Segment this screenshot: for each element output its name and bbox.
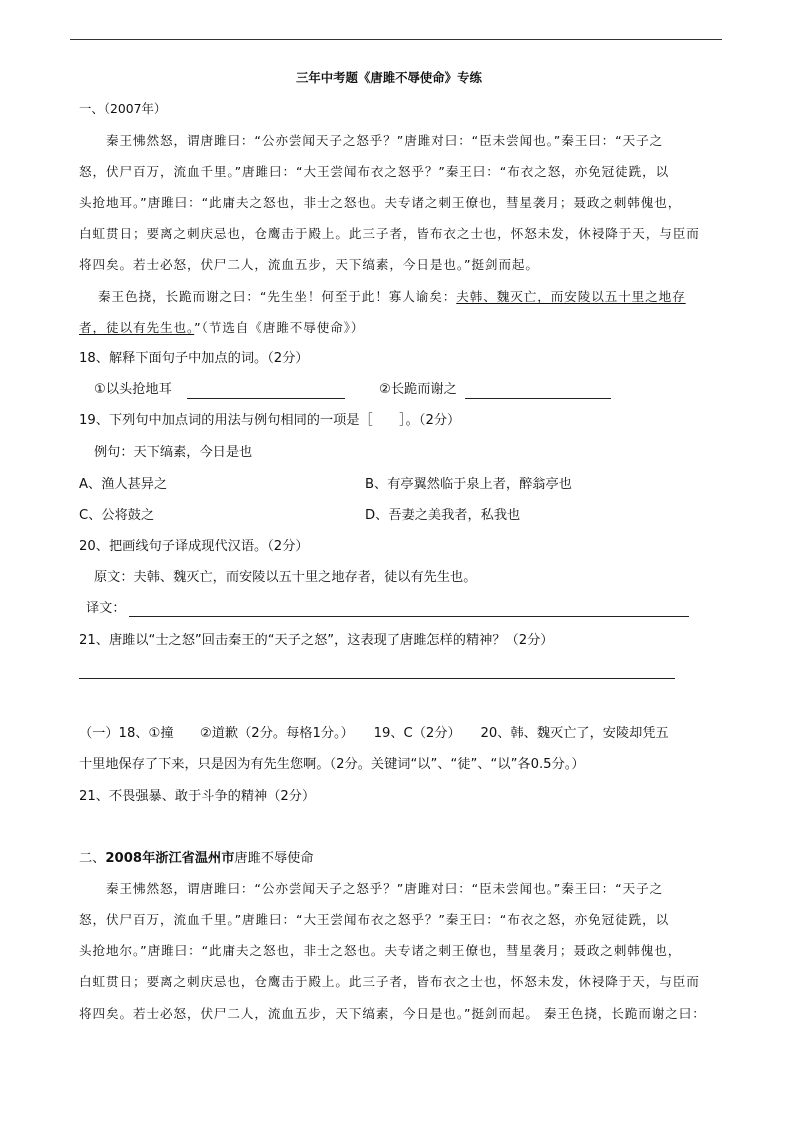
passage-2-line-2: 怒，伏尸百万，流血千里。”唐雎曰：“大王尝闻布衣之怒乎？”秦王曰：“布衣之怒，亦免冠徒跣，以 xyxy=(79,912,670,927)
question-19-option-b: B、有亭翼然临于泉上者，醉翁亭也 xyxy=(365,477,572,492)
underlined-sentence-part-2: 者，徒以有先生也。 xyxy=(79,320,195,335)
answer-key-line-3: 21、不畏强暴、敢于斗争的精神（2分） xyxy=(79,789,316,804)
question-18-item-b: ②长跪而谢之 xyxy=(379,382,457,397)
page-title: 三年中考题《唐雎不辱使命》专练 xyxy=(296,70,482,85)
underlined-sentence-part-1: 夫韩、魏灭亡，而安陵以五十里之地存 xyxy=(456,289,686,304)
question-20-original: 原文：夫韩、魏灭亡，而安陵以五十里之地存者，徒以有先生也。 xyxy=(94,570,477,585)
question-19-option-a: A、渔人甚异之 xyxy=(79,477,168,492)
question-18-item-a: ①以头抢地耳 xyxy=(94,382,172,397)
question-21-answer-line[interactable] xyxy=(79,678,675,679)
question-20-translation-label: 译文： xyxy=(86,601,126,616)
section-2-title: 唐雎不辱使命 xyxy=(234,851,314,866)
question-19-option-c: C、公将鼓之 xyxy=(79,508,155,523)
passage-2-line-1: 秦王怫然怒，谓唐雎曰：“公亦尝闻天子之怒乎？”唐雎对曰：“臣未尝闻也。”秦王曰：“天子之 xyxy=(106,881,664,896)
passage-1-line-2: 怒，伏尸百万，流血千里。”唐雎曰：“大王尝闻布衣之怒乎？”秦王曰：“布衣之怒，亦免冠徒跣，以 xyxy=(79,164,670,179)
answer-key-line-2: 十里地保存了下来，只是因为有先生您啊。（2分。关键词“以”、“徒”、“以”各0.5分。） xyxy=(79,757,585,772)
question-19-option-d: D、吾妻之美我者，私我也 xyxy=(365,508,521,523)
passage-2-line-3: 头抢地尔。”唐雎曰：“此庸夫之怒也，非士之怒也。夫专诸之刺王僚也，彗星袭月；聂政之刺韩傀也， xyxy=(79,943,682,958)
passage-1-line-3: 头抢地耳。”唐雎曰：“此庸夫之怒也，非士之怒也。夫专诸之刺王僚也，彗星袭月；聂政之刺韩傀也， xyxy=(79,195,682,210)
question-20-answer-line[interactable] xyxy=(129,616,689,617)
passage-1-line-6-text: 秦王色挠，长跪而谢之曰：“先生坐！何至于此！寡人谕矣： xyxy=(98,289,457,304)
section-1-heading: 一、（2007年） xyxy=(79,101,167,116)
passage-1-line-6 xyxy=(98,288,686,306)
passage-2-line-4: 白虹贯日；要离之刺庆忌也，仓鹰击于殿上。此三子者，皆布衣之士也，怀怒未发，休祲降于天，与臣而 xyxy=(79,974,700,989)
passage-1-source-note: ”（节选自《唐雎不辱使命》） xyxy=(194,320,365,335)
passage-1-line-4: 白虹贯日；要离之刺庆忌也，仓鹰击于殿上。此三子者，皆布衣之士也，怀怒未发，休祲降于天，与臣而 xyxy=(79,226,700,241)
passage-1-line-5: 将四矣。若士必怒，伏尸二人，流血五步，天下缟素，今日是也。”挺剑而起。 xyxy=(79,257,539,272)
passage-2-line-5: 将四矣。若士必怒，伏尸二人，流血五步，天下缟素，今日是也。”挺剑而起。 秦王色挠，长跪而谢之曰： xyxy=(79,1006,706,1021)
answer-key-line-1: （一）18、①撞 ②道歉（2分。每格1分。） 19、C（2分） 20、韩、魏灭亡了，安陵却凭五 xyxy=(79,726,669,741)
passage-1-line-1: 秦王怫然怒，谓唐雎曰：“公亦尝闻天子之怒乎？”唐雎对曰：“臣未尝闻也。”秦王曰：“天子之 xyxy=(106,133,664,148)
section-2-number: 二、 xyxy=(79,851,106,866)
question-19: 19、下列句中加点词的用法与例句相同的一项是［ ］。（2分） xyxy=(79,413,461,428)
question-18b-answer-line[interactable] xyxy=(465,398,611,399)
section-2-source: 2008年浙江省温州市 xyxy=(105,851,235,866)
question-21: 21、唐雎以“士之怒”回击秦王的“天子之怒”，这表现了唐雎怎样的精神？（2分） xyxy=(79,633,554,648)
question-19-example: 例句：天下缟素，今日是也 xyxy=(94,445,253,460)
question-18: 18、解释下面句子中加点的词。（2分） xyxy=(79,351,309,366)
question-18a-answer-line[interactable] xyxy=(187,398,345,399)
header-rule xyxy=(70,39,722,40)
passage-1-line-7 xyxy=(79,319,364,337)
section-2-heading xyxy=(79,850,314,868)
question-20: 20、把画线句子译成现代汉语。（2分） xyxy=(79,539,309,554)
